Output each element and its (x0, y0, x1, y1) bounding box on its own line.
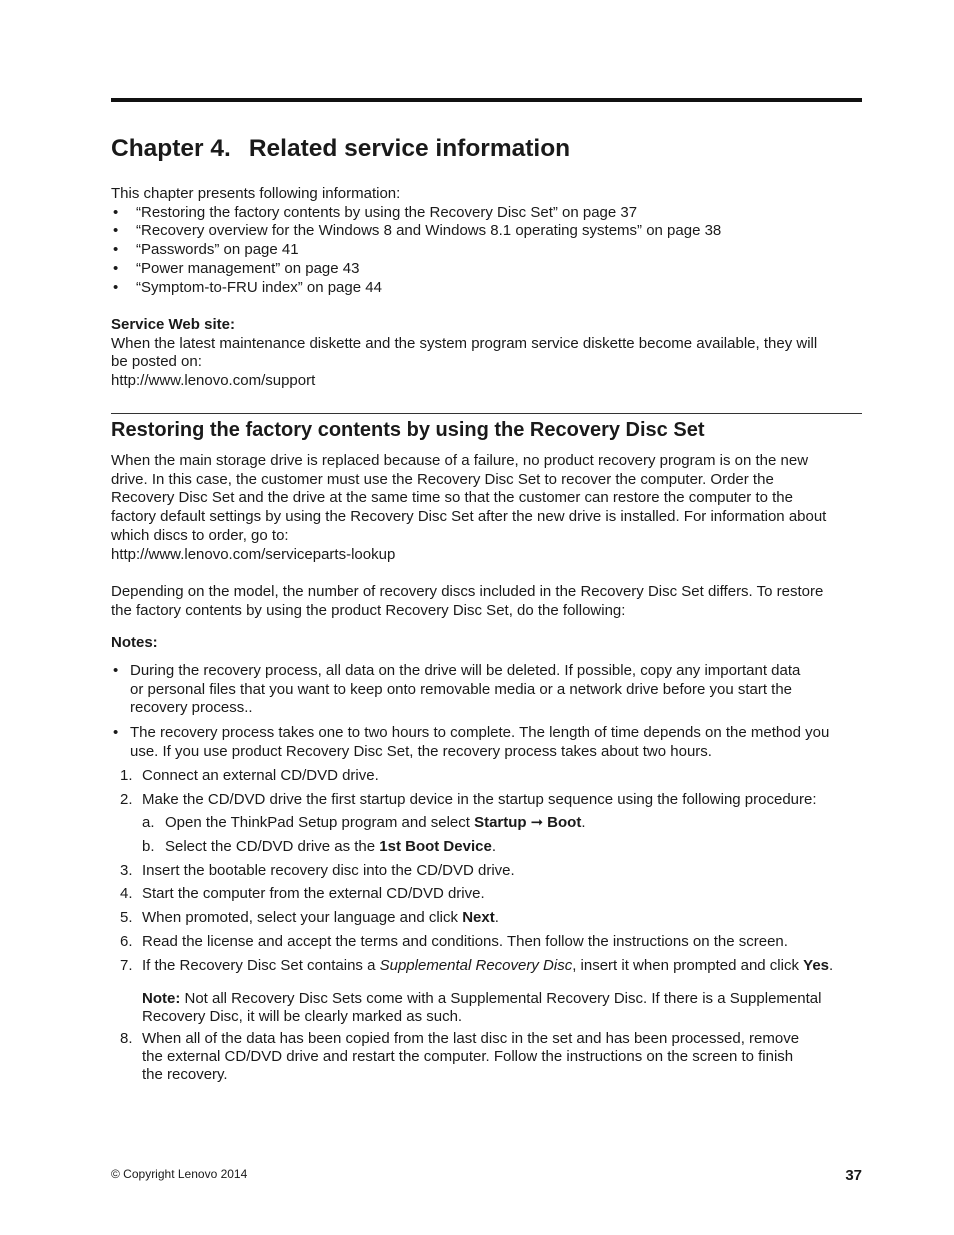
menu-boot: Boot (547, 814, 582, 831)
service-web-heading: Service Web site: (111, 316, 235, 333)
chapter-top-rule (111, 98, 862, 102)
service-web-block (111, 316, 862, 391)
step-4: 4. Start the computer from the external CD/DVD drive. (120, 885, 485, 902)
substep-letter: a. (142, 814, 155, 831)
section-rule (111, 413, 862, 414)
step-2b: b. Select the CD/DVD drive as the 1st Boot Device. (142, 838, 496, 855)
service-web-line: When the latest maintenance diskette and the system program service diskette become available, they will (111, 334, 818, 352)
footer-copyright: © Copyright Lenovo 2014 (111, 1167, 248, 1181)
section-title: Restoring the factory contents by using the Recovery Disc Set (111, 419, 705, 441)
intro-list-item[interactable]: • “Passwords” on page 41 (113, 241, 299, 259)
bullet-icon: • (113, 241, 119, 259)
section-para-2: Depending on the model, the number of recovery discs included in the Recovery Disc Set differs. To restore the factory contents by using the product Recovery Disc Set, do the following: (111, 583, 824, 619)
step-2: 2. Make the CD/DVD drive the first startup device in the startup sequence using the following procedure: (120, 791, 817, 808)
step-3: 3. Insert the bootable recovery disc into the CD/DVD drive. (120, 862, 515, 879)
service-web-line: be posted on: (111, 353, 202, 371)
note-item: • The recovery process takes one to two hours to complete. The length of time depends on the method you use. If you use product Recovery Disc Set, the recovery process takes about two hours. (113, 724, 830, 760)
chapter-number: Chapter 4. (111, 135, 231, 162)
bullet-icon: • (113, 222, 119, 240)
step-7-note: Note: Not all Recovery Disc Sets come with a Supplemental Recovery Disc. If there is a Supplemental Recovery Disc, it will be clearly marked as such. (142, 990, 822, 1025)
intro-lead: This chapter presents following information: (111, 185, 401, 202)
service-web-url[interactable]: http://www.lenovo.com/support (111, 372, 316, 390)
section-para-1: When the main storage drive is replaced because of a failure, no product recovery program is on the new drive. In this case, the customer must use the Recovery Disc Set to recover the computer. Order the Recovery Disc Set and the drive at the same time so that the customer can restore the computer to the factory default settings by using the Recovery Disc Set after the new drive is installed. For information about which discs to order, go to: http://www.lenovo.com/serviceparts-lookup (111, 452, 862, 564)
bullet-icon: • (113, 662, 119, 679)
bullet-icon: • (113, 278, 119, 296)
bullet-icon: • (113, 203, 119, 221)
serviceparts-url[interactable]: http://www.lenovo.com/serviceparts-lookup (111, 545, 396, 563)
intro-block (111, 185, 862, 297)
step-1: 1. Connect an external CD/DVD drive. (120, 767, 379, 784)
bullet-icon: • (113, 259, 119, 277)
note-label: Note: (142, 990, 181, 1007)
step-number: 6. (120, 933, 133, 950)
step-number: 3. (120, 862, 133, 879)
step-number: 2. (120, 791, 133, 808)
substep-letter: b. (142, 838, 155, 855)
step-number: 7. (120, 957, 133, 974)
menu-startup: Startup (474, 814, 527, 831)
chapter-title (111, 135, 570, 163)
page-number: 37 (845, 1167, 862, 1184)
step-number: 4. (120, 885, 133, 902)
bullet-icon: • (113, 724, 119, 741)
step-6: 6. Read the license and accept the terms and conditions. Then follow the instructions on the screen. (120, 933, 788, 950)
arrow-right-icon: ➞ (530, 814, 544, 831)
intro-list-item[interactable]: • “Power management” on page 43 (113, 259, 360, 277)
intro-list-item[interactable]: • “Symptom-to-FRU index” on page 44 (113, 278, 382, 296)
step-8: 8. When all of the data has been copied from the last disc in the set and has been processed, remove the external CD/DVD drive and restart the computer. Follow the instructions on the screen to finish the recovery. (120, 1030, 800, 1083)
notes-heading: Notes: (111, 634, 158, 651)
intro-list-item[interactable]: • “Recovery overview for the Windows 8 and Windows 8.1 operating systems” on page 38 (113, 222, 722, 240)
step-number: 5. (120, 909, 133, 926)
step-number: 1. (120, 767, 133, 784)
note-item: • During the recovery process, all data on the drive will be deleted. If possible, copy any important data or personal files that you want to keep onto removable media or a network drive before you start the recovery process.. (113, 662, 801, 717)
step-2a: a. Open the ThinkPad Setup program and select Startup ➞ Boot. (142, 814, 586, 831)
step-number: 8. (120, 1030, 133, 1047)
chapter-name: Related service information (248, 135, 571, 162)
intro-list-item[interactable]: • “Restoring the factory contents by using the Recovery Disc Set” on page 37 (113, 203, 638, 221)
step-5: 5. When promoted, select your language and click Next. (120, 909, 499, 926)
step-7: 7. If the Recovery Disc Set contains a Supplemental Recovery Disc, insert it when prompted and click Yes. (120, 957, 834, 974)
